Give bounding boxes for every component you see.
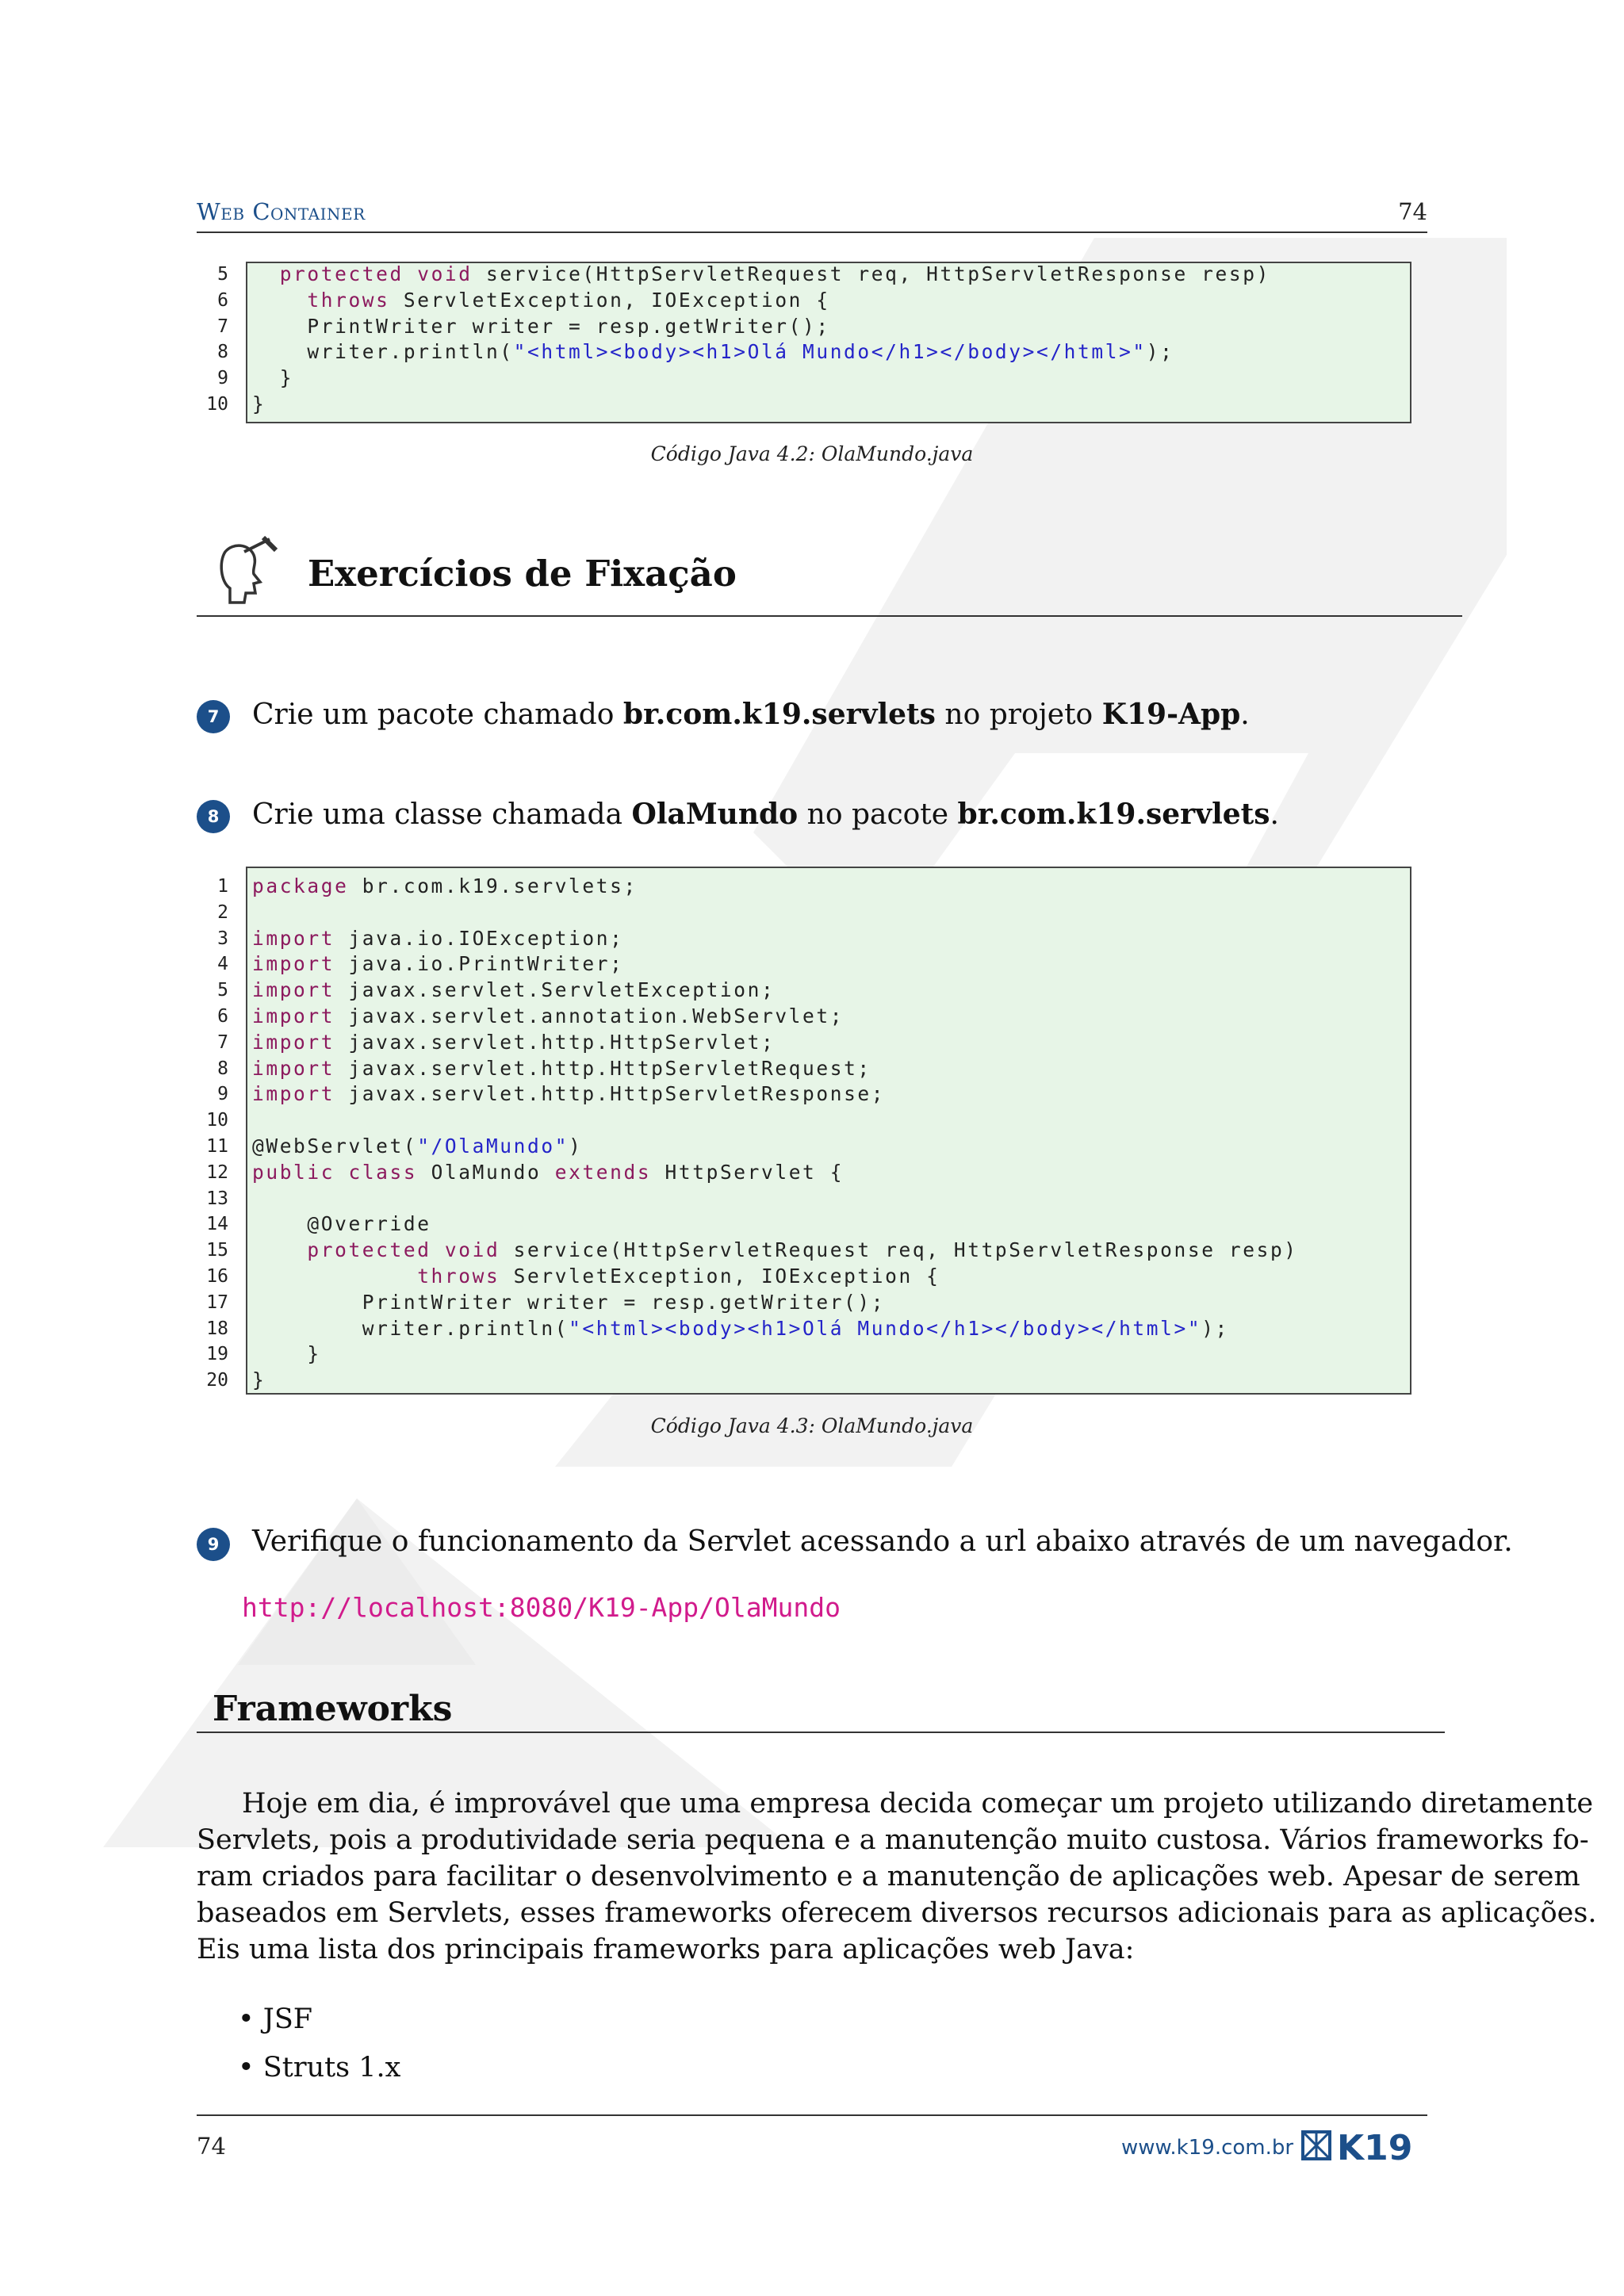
code-string: "<html><body><h1>Olá Mundo</h1></body></html>" <box>569 1316 1202 1340</box>
code-keyword: public <box>252 1160 335 1184</box>
code-line <box>252 288 830 313</box>
code-text: ); <box>1201 1316 1229 1340</box>
code-text: service(HttpServletRequest req, HttpServletResponse resp) <box>500 1238 1298 1262</box>
frameworks-rule <box>197 1732 1445 1733</box>
code-text: ServletException, IOException { <box>389 288 830 312</box>
footer-rule <box>197 2114 1427 2116</box>
code-line <box>252 314 830 339</box>
code-keyword: void <box>444 1238 500 1262</box>
line-number: 8 <box>217 342 228 363</box>
frameworks-paragraph <box>197 1785 1597 1968</box>
code-block-top <box>197 262 1410 424</box>
code-text: javax.servlet.http.HttpServletRequest; <box>335 1056 871 1080</box>
code-keyword: class <box>348 1160 418 1184</box>
code-keyword: protected <box>307 1238 431 1262</box>
line-number: 8 <box>217 1058 228 1079</box>
code-block-main <box>197 867 1410 1398</box>
code-keyword: protected <box>279 262 404 285</box>
code-keyword: import <box>252 952 335 976</box>
code-text <box>252 1238 307 1261</box>
code-line <box>252 978 775 1003</box>
paragraph-line: Servlets, pois a produtividade seria pequena e a manutenção muito custosa. Vários frameworks fo- <box>197 1824 1589 1856</box>
code-text: writer.println( <box>252 1316 569 1340</box>
exercises-rule <box>197 615 1462 617</box>
header-rule <box>197 232 1427 233</box>
code-text: javax.servlet.ServletException; <box>335 978 776 1002</box>
code-text: OlaMundo <box>417 1160 555 1184</box>
line-number: 7 <box>217 316 228 337</box>
code-text <box>252 289 307 312</box>
paragraph-line: Eis uma lista dos principais frameworks para aplicações web Java: <box>197 1934 1135 1965</box>
code-text: } <box>252 392 266 415</box>
exercise-badge-9: 9 <box>197 1528 230 1561</box>
code-text <box>335 1161 348 1184</box>
code-line <box>252 1264 940 1289</box>
code-text: ) <box>569 1135 583 1158</box>
exercise-item-8 <box>252 798 1279 831</box>
code-line <box>252 874 638 899</box>
code-line <box>252 1030 775 1055</box>
item-text-run: Verifique o funcionamento da Servlet acessando a url abaixo através de um navegador. <box>252 1525 1513 1558</box>
paragraph-line: baseados em Servlets, esses frameworks oferecem diversos recursos adicionais para as aplicações. <box>197 1897 1597 1929</box>
bold-term: OlaMundo <box>631 798 799 831</box>
code-line <box>252 1290 885 1315</box>
code-line <box>252 262 1270 287</box>
line-number: 9 <box>217 368 228 389</box>
bullet-dot-icon: • <box>238 2052 255 2084</box>
code-text: javax.servlet.http.HttpServletResponse; <box>335 1082 886 1106</box>
line-number: 20 <box>206 1370 228 1391</box>
code-keyword: void <box>417 262 473 285</box>
code-text: ServletException, IOException { <box>500 1265 940 1288</box>
code-line <box>252 1134 582 1159</box>
line-number: 6 <box>217 289 228 311</box>
list-item <box>238 2052 400 2084</box>
line-number: 13 <box>206 1188 228 1209</box>
localhost-url[interactable]: http://localhost:8080/K19-App/OlaMundo <box>242 1592 841 1623</box>
code-text: } <box>252 1342 321 1366</box>
code-keyword: throws <box>417 1265 500 1288</box>
line-number: 1 <box>217 876 228 897</box>
item-text-run: . <box>1240 698 1250 731</box>
bullet-dot-icon: • <box>238 2003 255 2035</box>
exercise-item-9 <box>252 1525 1513 1558</box>
logo-text: K19 <box>1337 2128 1413 2164</box>
code-text: service(HttpServletRequest req, HttpServletResponse resp) <box>472 262 1270 285</box>
code-text: javax.servlet.http.HttpServlet; <box>335 1030 776 1054</box>
code-line <box>252 1056 871 1081</box>
code-keyword: import <box>252 1082 335 1106</box>
code-caption-main: Código Java 4.3: OlaMundo.java <box>650 1414 974 1437</box>
item-text-run: . <box>1270 798 1279 831</box>
line-number: 16 <box>206 1266 228 1287</box>
code-text <box>404 262 417 285</box>
paragraph-line: ram criados para facilitar o desenvolvimento e a manutenção de aplicações web. Apesar de serem <box>197 1861 1580 1892</box>
line-number: 9 <box>217 1084 228 1105</box>
code-line <box>252 1368 266 1393</box>
code-text: br.com.k19.servlets; <box>348 874 638 897</box>
line-number: 15 <box>206 1240 228 1261</box>
exercise-item-7 <box>252 698 1250 731</box>
code-keyword: import <box>252 1030 335 1054</box>
item-text-run: Crie uma classe chamada <box>252 798 632 831</box>
line-number: 19 <box>206 1344 228 1365</box>
code-text: @WebServlet( <box>252 1135 418 1158</box>
code-line <box>252 926 623 951</box>
k19-logo <box>1300 2128 1427 2164</box>
code-text <box>252 1265 417 1288</box>
item-text-run: Crie um pacote chamado <box>252 698 623 731</box>
exercise-badge-7: 7 <box>197 700 230 733</box>
code-text: java.io.IOException; <box>335 926 624 950</box>
code-keyword: import <box>252 1004 335 1027</box>
code-line <box>252 1004 844 1029</box>
code-line <box>252 1160 844 1185</box>
frameworks-title: Frameworks <box>213 1689 453 1729</box>
code-text: HttpServlet { <box>651 1160 845 1184</box>
paragraph-line: Hoje em dia, é improvável que uma empresa decida começar um projeto utilizando diretamente <box>242 1788 1594 1820</box>
line-number: 18 <box>206 1318 228 1339</box>
exercise-badge-8: 8 <box>197 800 230 833</box>
code-string: "<html><body><h1>Olá Mundo</h1></body></html>" <box>513 340 1147 364</box>
code-string: "/OlaMundo" <box>417 1135 569 1158</box>
line-number: 5 <box>217 980 228 1001</box>
list-item-label: JSF <box>262 2003 313 2035</box>
code-text: ); <box>1146 340 1174 364</box>
bold-term: K19-App <box>1101 698 1241 731</box>
code-keyword: extends <box>554 1160 652 1184</box>
code-keyword: import <box>252 1056 335 1080</box>
line-number: 12 <box>206 1161 228 1183</box>
code-text: @Override <box>252 1212 431 1236</box>
line-number: 6 <box>217 1006 228 1027</box>
code-keyword: package <box>252 874 349 897</box>
code-line <box>252 951 623 977</box>
bold-term: br.com.k19.servlets <box>957 798 1270 831</box>
header-page-number: 74 <box>1398 198 1427 225</box>
code-text: javax.servlet.annotation.WebServlet; <box>335 1004 845 1027</box>
header-title: Web Container <box>197 198 366 225</box>
code-caption-top: Código Java 4.2: OlaMundo.java <box>650 442 974 465</box>
line-number: 5 <box>217 264 228 285</box>
item-text-run: no projeto <box>935 698 1102 731</box>
code-text: } <box>252 366 294 390</box>
code-text: PrintWriter writer = resp.getWriter(); <box>252 1290 886 1314</box>
line-number: 10 <box>206 394 228 415</box>
code-text <box>252 262 280 285</box>
thinking-head-icon <box>208 536 279 607</box>
code-line <box>252 365 293 391</box>
line-number: 4 <box>217 954 228 975</box>
code-keyword: import <box>252 978 335 1002</box>
line-number: 2 <box>217 901 228 923</box>
code-text: } <box>252 1368 266 1392</box>
line-number: 14 <box>206 1214 228 1235</box>
code-line <box>252 1316 1229 1341</box>
code-line <box>252 339 1174 365</box>
code-text <box>431 1238 445 1261</box>
footer-url[interactable]: www.k19.com.br <box>1121 2136 1294 2160</box>
exercises-title: Exercícios de Fixação <box>308 553 737 595</box>
footer-page-number: 74 <box>197 2133 226 2160</box>
line-number: 17 <box>206 1292 228 1313</box>
code-text: PrintWriter writer = resp.getWriter(); <box>252 314 830 338</box>
code-line <box>252 1341 321 1367</box>
code-keyword: import <box>252 926 335 950</box>
line-number: 10 <box>206 1110 228 1131</box>
item-text-run: no pacote <box>798 798 958 831</box>
code-text: java.io.PrintWriter; <box>335 952 624 976</box>
bold-term: br.com.k19.servlets <box>622 698 936 731</box>
code-text: writer.println( <box>252 340 514 364</box>
list-item <box>238 2003 312 2035</box>
line-number: 11 <box>206 1136 228 1157</box>
code-line <box>252 392 266 417</box>
line-number: 7 <box>217 1031 228 1053</box>
line-number: 3 <box>217 928 228 949</box>
code-line <box>252 1081 885 1107</box>
list-item-label: Struts 1.x <box>262 2052 401 2084</box>
code-line <box>252 1238 1298 1263</box>
code-line <box>252 1211 431 1237</box>
code-keyword: throws <box>307 288 390 312</box>
